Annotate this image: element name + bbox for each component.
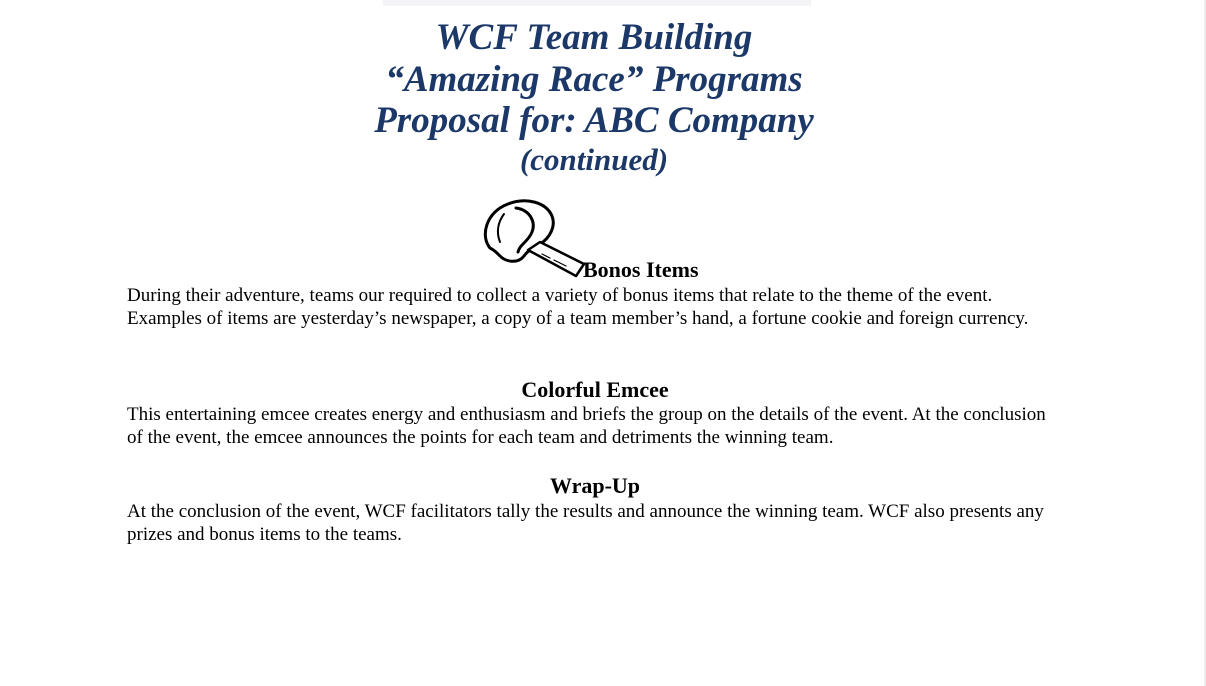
fortune-cookie-icon [480, 198, 586, 278]
section-heading-bonus-items: Bonos Items [583, 257, 699, 282]
section-body-bonus-items: During their adventure, teams our required to collect a variety of bonus items that relate to the theme of the event. Examples of items are yesterday’s newspaper, a copy of a team member’s hand, a fortune cookie and foreign currency. [127, 285, 1029, 329]
section-heading-colorful-emcee: Colorful Emcee [521, 377, 669, 402]
section-body-wrap-up: At the conclusion of the event, WCF facilitators tally the results and announce the winning team. WCF also presents any prizes and bonus items to the teams. [127, 501, 1044, 545]
title-line-3: Proposal for: ABC Company [374, 100, 814, 141]
section-body-colorful-emcee: This entertaining emcee creates energy and enthusiasm and briefs the group on the details of the event. At the conclusion of the event, the emcee announces the points for each team and detriments the winning team. [127, 404, 1046, 448]
section-heading-wrap-up: Wrap-Up [549, 473, 641, 498]
title-line-2: “Amazing Race” Programs [385, 59, 803, 100]
title-line-4: (continued) [519, 142, 669, 177]
title-line-1: WCF Team Building [435, 17, 753, 58]
header-strip [383, 0, 811, 6]
